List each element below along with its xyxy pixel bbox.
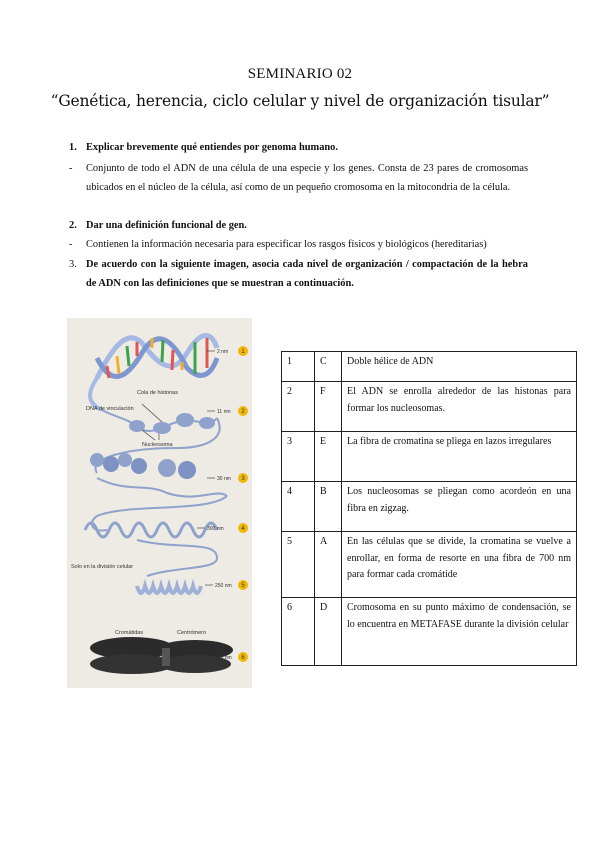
level-number-5: 5	[241, 583, 245, 589]
dna-compaction-figure	[67, 318, 252, 688]
only-division-label: Solo en la división celular	[71, 564, 134, 570]
row-description: La fibra de cromatina se pliega en lazos irregulares	[342, 432, 577, 482]
level-size-3: 30 nm	[217, 476, 231, 482]
row-letter: D	[315, 598, 342, 666]
table-row	[282, 352, 577, 382]
row-description: Los nucleosomas se pliegan como acordeón en una fibra en zigzag.	[342, 482, 577, 532]
level-size-6: 700 nm	[215, 655, 232, 661]
row-letter: E	[315, 432, 342, 482]
answer-2-marker: -	[69, 239, 73, 250]
row-number: 1	[282, 352, 315, 382]
chromatids-label: Cromátidas	[115, 630, 144, 636]
level-marker-5	[205, 580, 248, 590]
answer-2-text: Contienen la información necesaria para especificar los rasgos físicos y biológicos (hereditarias)	[86, 239, 487, 250]
level-size-4: 300 nm	[207, 526, 224, 532]
row-number: 5	[282, 532, 315, 598]
table-row	[282, 432, 577, 482]
table-row	[282, 598, 577, 666]
level-number-6: 6	[241, 655, 245, 661]
row-number: 4	[282, 482, 315, 532]
condensed-coil-icon	[137, 586, 201, 593]
row-letter: B	[315, 482, 342, 532]
association-table	[281, 351, 577, 666]
table-row	[282, 532, 577, 598]
level-size-1: 2 nm	[217, 349, 229, 355]
level-size-2: 11 nm	[217, 409, 231, 415]
row-number: 2	[282, 382, 315, 432]
row-letter: C	[315, 352, 342, 382]
question-3-text: De acuerdo con la siguiente imagen, asocia cada nivel de organización / compactación de la hebra de ADN con las definiciones que se muestran a continuación.	[86, 259, 528, 289]
page-subtitle: “Genética, herencia, ciclo celular y nivel de organización tisular”	[50, 92, 550, 110]
row-description: En las células que se divide, la cromatina se vuelve a enrollar, en forma de resorte en una fibra de 700 nm para formar cada cromátide	[342, 532, 577, 598]
row-number: 3	[282, 432, 315, 482]
page-title: SEMINARIO 02	[247, 66, 353, 82]
level-number-4: 4	[241, 526, 245, 532]
level-marker-3	[207, 473, 248, 483]
nucleosome-label: Nucleosoma	[142, 442, 173, 448]
question-1-number: 1.	[69, 142, 77, 153]
question-1-text: Explicar brevemente qué entiendes por genoma humano.	[86, 142, 338, 153]
level-marker-1	[207, 346, 248, 356]
question-3-number: 3.	[69, 259, 77, 270]
table-row	[282, 382, 577, 432]
dna-compaction-illustration	[67, 318, 252, 688]
level-number-3: 3	[241, 476, 245, 482]
table-row	[282, 482, 577, 532]
row-number: 6	[282, 598, 315, 666]
level-number-2: 2	[241, 409, 245, 415]
row-description: Doble hélice de ADN	[342, 352, 577, 382]
level-size-5: 250 nm	[215, 583, 232, 589]
level-number-1: 1	[241, 349, 245, 355]
row-letter: F	[315, 382, 342, 432]
dna-linker-label: DNA de vinculación	[86, 406, 134, 412]
answer-1-text: Conjunto de todo el ADN de una célula de una especie y los genes. Consta de 23 pares de cromosomas ubicados en el núcleo de la célula, así como de un pequeño cromosoma en la mitocondria de la célula.	[86, 163, 528, 193]
centromere-label: Centrómero	[177, 630, 207, 636]
double-helix-icon	[90, 336, 217, 411]
row-description: El ADN se enrolla alrededor de las histonas para formar los nucleosomas.	[342, 382, 577, 432]
row-letter: A	[315, 532, 342, 598]
histone-tail-label: Cola de histonas	[137, 390, 178, 396]
question-2-number: 2.	[69, 220, 77, 231]
answer-1-marker: -	[69, 163, 73, 174]
metaphase-chromosome-icon	[90, 637, 233, 674]
question-2-text: Dar una definición funcional de gen.	[86, 220, 247, 231]
row-description: Cromosoma en su punto máximo de condensación, se lo encuentra en METAFASE durante la división celular	[342, 598, 577, 666]
level-marker-2	[207, 406, 248, 416]
